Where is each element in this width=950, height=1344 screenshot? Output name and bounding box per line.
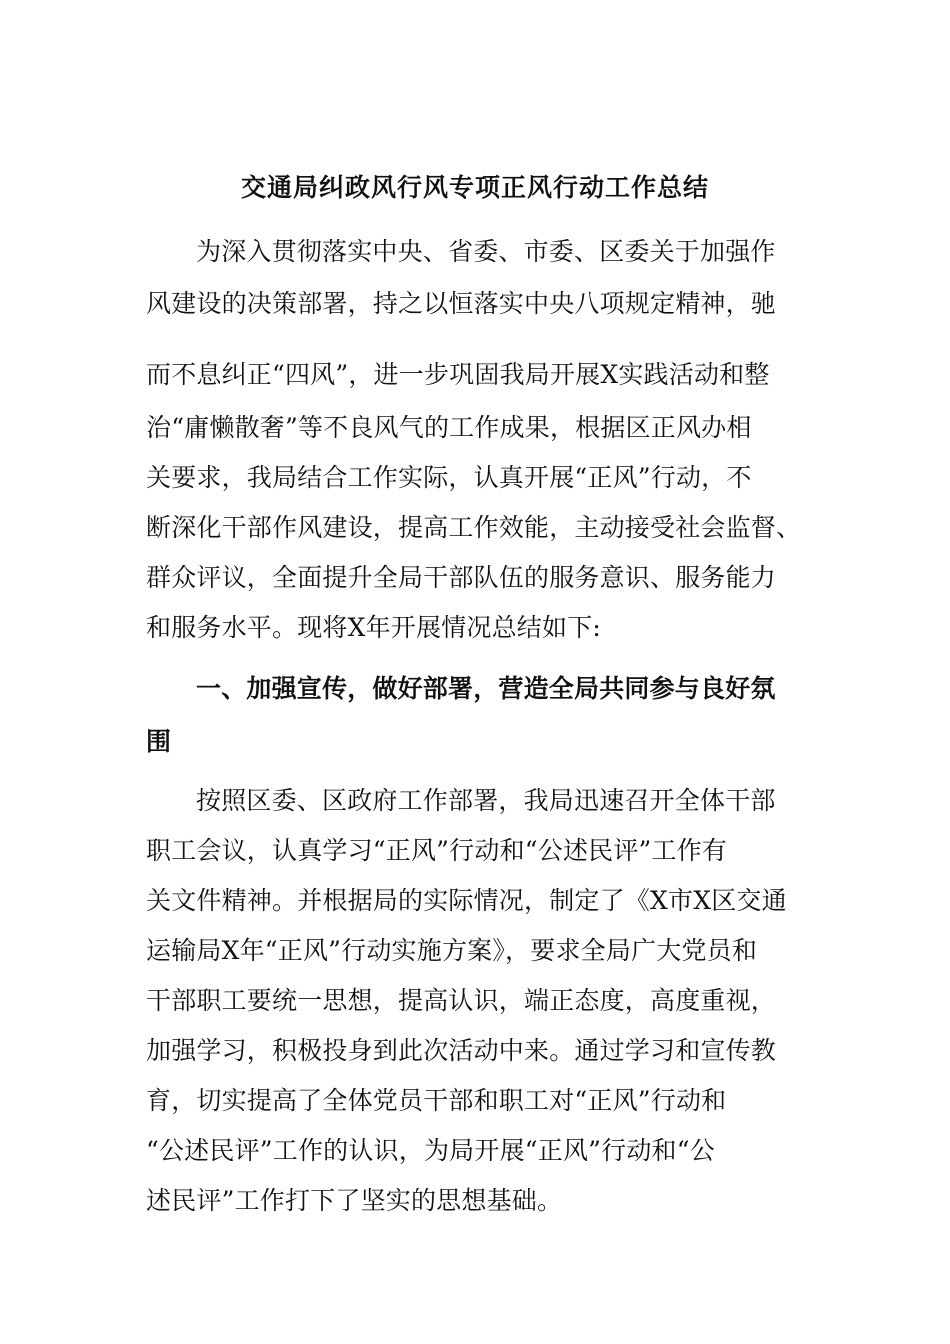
paragraph-2-line: 关文件精神。并根据局的实际情况，制定了《X市X区交通 — [146, 886, 787, 915]
paragraph-1-line: 关要求，我局结合工作实际，认真开展“正风”行动，不 — [146, 463, 752, 492]
paragraph-2-line: 职工会议，认真学习“正风”行动和“公述民评”工作有 — [146, 836, 728, 865]
paragraph-2-line: 运输局X年“正风”行动实施方案》，要求全局广大党员和 — [146, 936, 758, 965]
paragraph-2-line: “公述民评”工作的认识，为局开展“正风”行动和“公 — [146, 1136, 715, 1165]
paragraph-1-line: 和服务水平。现将X年开展情况总结如下: — [146, 613, 602, 642]
paragraph-1-line: 风建设的决策部署，持之以恒落实中央八项规定精神，驰 — [146, 289, 777, 318]
paragraph-1-line: 断深化干部作风建设，提高工作效能，主动接受社会监督、 — [146, 513, 802, 542]
section-heading: 一、加强宣传，做好部署，营造全局共同参与良好氛 — [196, 674, 776, 703]
paragraph-2-line: 干部职工要统一思想，提高认识，端正态度，高度重视， — [146, 986, 777, 1015]
paragraph-2-line: 育，切实提高了全体党员干部和职工对“正风”行动和 — [146, 1086, 727, 1115]
paragraph-1-line: 治“庸懒散奢”等不良风气的工作成果，根据区正风办相 — [146, 413, 752, 442]
document-title: 交通局纠政风行风专项正风行动工作总结 — [240, 173, 709, 202]
paragraph-1-line: 为深入贯彻落实中央、省委、市委、区委关于加强作 — [196, 237, 776, 266]
paragraph-2-line: 按照区委、区政府工作部署，我局迅速召开全体干部 — [196, 786, 776, 815]
paragraph-1-line: 群众评议，全面提升全局干部队伍的服务意识、服务能力 — [146, 563, 777, 592]
paragraph-1-line: 而不息纠正“四风”，进一步巩固我局开展X实践活动和整 — [146, 360, 770, 389]
section-heading: 围 — [146, 727, 172, 756]
paragraph-2-line: 述民评”工作打下了坚实的思想基础。 — [146, 1186, 563, 1215]
paragraph-2-line: 加强学习，积极投身到此次活动中来。通过学习和宣传教 — [146, 1036, 777, 1065]
